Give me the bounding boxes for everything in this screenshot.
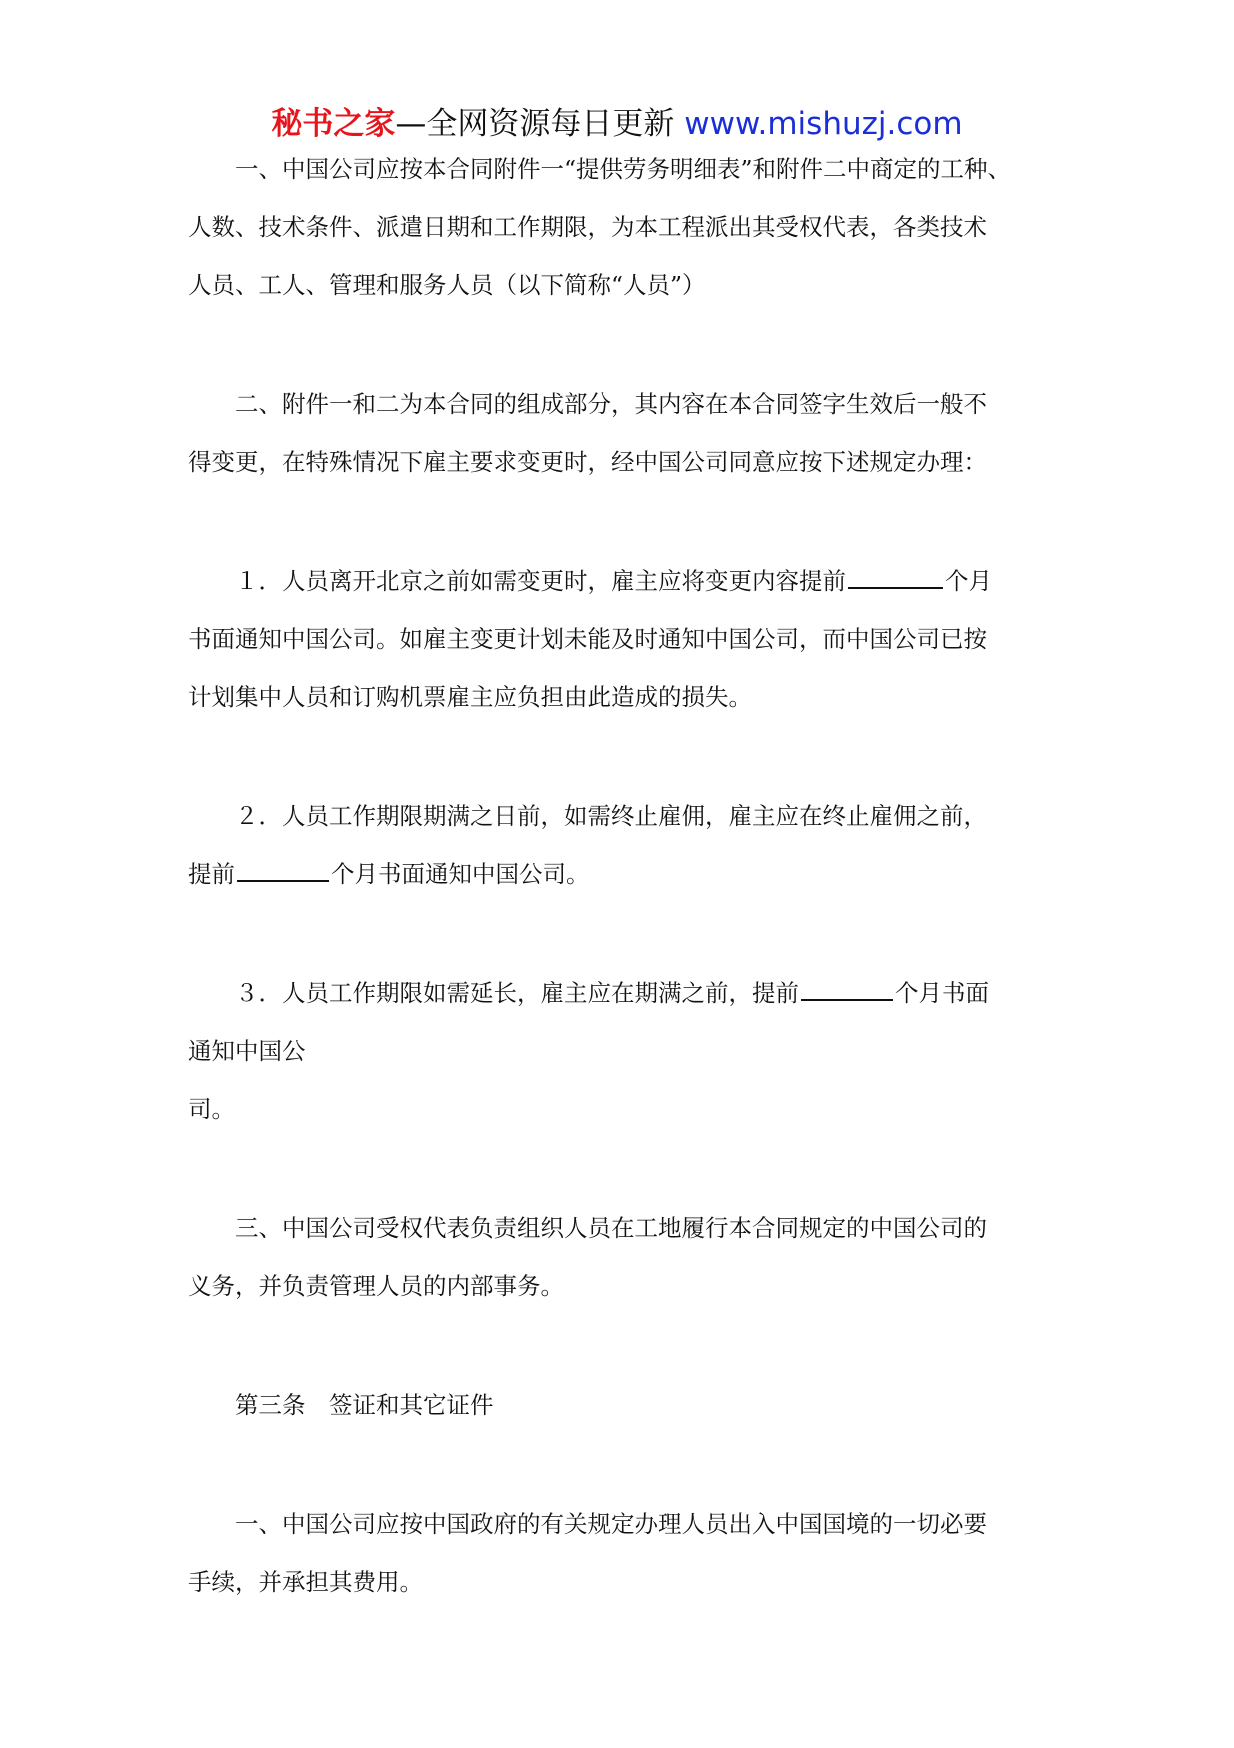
- text-line: 二、附件一和二为本合同的组成部分，其内容在本合同签字生效后一般不: [235, 390, 987, 418]
- text-line: 书面通知中国公司。如雇主变更计划未能及时通知中国公司，而中国公司已按: [188, 625, 987, 653]
- text-line: [188, 964, 1048, 1022]
- text-segment: 个月书面: [895, 979, 989, 1007]
- section-heading-article-3: [188, 1376, 1048, 1434]
- paragraph-item-3: [188, 964, 1048, 1138]
- site-brand: 秘书之家: [271, 106, 396, 142]
- paragraph-item-2: [188, 787, 1048, 903]
- text-line: ２．人员工作期限期满之日前，如需终止雇佣，雇主应在终止雇佣之前，: [235, 802, 987, 830]
- section-title: 第三条 签证和其它证件: [235, 1391, 494, 1419]
- text-segment: 提前: [188, 860, 235, 888]
- text-line: 人员、工人、管理和服务人员（以下简称“人员”）: [188, 271, 706, 299]
- text-segment: 个月: [945, 567, 992, 595]
- site-url-link[interactable]: www.mishuzj.com: [684, 106, 963, 142]
- paragraph-visa-clause-1: [188, 1495, 1048, 1611]
- fill-in-blank[interactable]: [801, 977, 893, 1001]
- text-line: [141, 845, 1048, 903]
- paragraph-clause-2: [188, 375, 1048, 491]
- text-line: 手续，并承担其费用。: [188, 1568, 423, 1596]
- paragraph-clause-3: [188, 1199, 1048, 1315]
- text-line: 计划集中人员和订购机票雇主应负担由此造成的损失。: [188, 683, 752, 711]
- paragraph-item-1: [188, 552, 1048, 726]
- text-line: 义务，并负责管理人员的内部事务。: [188, 1272, 564, 1300]
- text-segment: ３．人员工作期限如需延长，雇主应在期满之前，提前: [235, 979, 799, 1007]
- site-tagline: —全网资源每日更新: [395, 106, 685, 142]
- text-line: 通知中国公: [188, 1037, 306, 1065]
- site-header: [0, 104, 1234, 144]
- paragraph-clause-1: [188, 140, 1048, 314]
- text-segment: １．人员离开北京之前如需变更时，雇主应将变更内容提前: [235, 567, 846, 595]
- fill-in-blank[interactable]: [848, 565, 943, 589]
- text-line: [188, 552, 1048, 610]
- text-line: 得变更，在特殊情况下雇主要求变更时，经中国公司同意应按下述规定办理：: [188, 448, 987, 476]
- text-line: 司。: [188, 1095, 235, 1123]
- text-line: 一、中国公司应按中国政府的有关规定办理人员出入中国国境的一切必要: [235, 1510, 987, 1538]
- text-line: 一、中国公司应按本合同附件一“提供劳务明细表”和附件二中商定的工种、: [235, 155, 1012, 183]
- fill-in-blank[interactable]: [237, 858, 329, 882]
- text-segment: 个月书面通知中国公司。: [331, 860, 590, 888]
- document-body: [188, 140, 1048, 1611]
- text-line: 人数、技术条件、派遣日期和工作期限，为本工程派出其受权代表，各类技术: [188, 213, 987, 241]
- text-line: 三、中国公司受权代表负责组织人员在工地履行本合同规定的中国公司的: [235, 1214, 987, 1242]
